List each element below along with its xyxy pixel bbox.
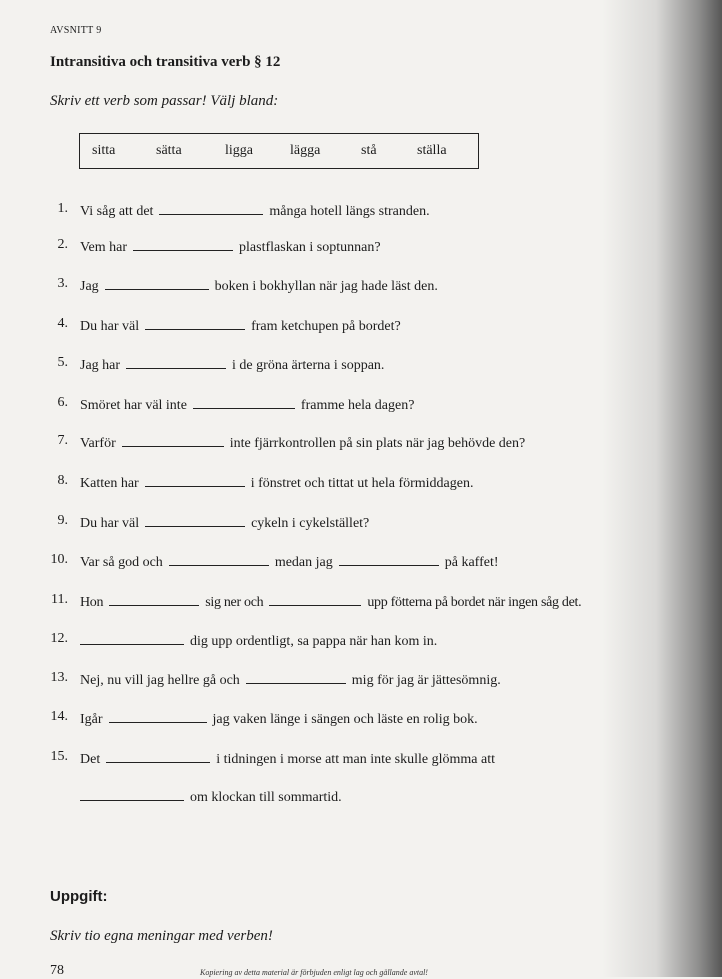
sentence-part: boken i bokhyllan när jag hade läst den.	[214, 279, 438, 294]
exercise-number: 1.	[57, 201, 68, 216]
sentence-part: Katten har	[80, 476, 139, 491]
sentence-part: Du har väl	[80, 319, 140, 334]
exercise-number: 15.	[50, 749, 68, 764]
sentence-part: på kaffet!	[444, 555, 499, 570]
answer-blank[interactable]	[145, 316, 245, 330]
exercise-number: 14.	[50, 709, 68, 724]
answer-blank[interactable]	[246, 670, 346, 684]
sentence-part: Nej, nu vill jag hellre gå och	[80, 673, 240, 688]
exercise-sentence	[74, 631, 437, 650]
sentence-part: i de gröna ärterna i soppan.	[232, 358, 385, 373]
sentence-part: Vi såg att det	[80, 204, 154, 219]
sentence-part: Hon	[80, 595, 104, 610]
sentence-part: om klockan till sommartid.	[190, 790, 342, 805]
exercise-sentence	[80, 473, 473, 492]
task-label: Uppgift:	[50, 888, 108, 905]
sentence-part: mig för jag är jättesömnig.	[351, 673, 501, 688]
sentence-part: cykeln i cykelstället?	[251, 516, 370, 531]
exercise-number: 3.	[57, 276, 68, 291]
answer-blank[interactable]	[109, 592, 199, 606]
instruction-text: Skriv ett verb som passar! Välj bland:	[50, 93, 279, 109]
sentence-part: Igår	[80, 712, 103, 727]
exercise-sentence	[80, 355, 384, 374]
answer-blank[interactable]	[145, 513, 245, 527]
sentence-part: medan jag	[274, 555, 333, 570]
exercise-sentence	[80, 670, 501, 689]
word-choice: ställa	[417, 143, 447, 158]
exercise-number: 13.	[50, 670, 68, 685]
sentence-part: Jag	[80, 279, 99, 294]
exercise-number: 5.	[57, 355, 68, 370]
exercise-sentence	[80, 201, 430, 220]
exercise-sentence	[80, 749, 495, 768]
page-number: 78	[50, 963, 64, 978]
exercise-number: 12.	[50, 631, 68, 646]
exercise-number: 7.	[57, 433, 68, 448]
exercise-sentence	[80, 395, 414, 414]
exercise-number: 4.	[57, 316, 68, 331]
sentence-part: Det	[80, 752, 101, 767]
exercise-number: 11.	[51, 592, 68, 607]
sentence-part: upp fötterna på bordet när ingen såg det.	[367, 595, 582, 610]
sentence-part: inte fjärrkontrollen på sin plats när jag behövde den?	[229, 436, 526, 451]
exercise-sentence	[80, 316, 401, 335]
answer-blank[interactable]	[169, 552, 269, 566]
sentence-part: många hotell längs stranden.	[269, 204, 430, 219]
word-choice: sätta	[156, 143, 182, 158]
sentence-part: dig upp ordentligt, sa pappa när han kom in.	[190, 634, 438, 649]
answer-blank[interactable]	[106, 749, 210, 763]
sentence-part: fram ketchupen på bordet?	[251, 319, 401, 334]
exercise-sentence	[80, 709, 478, 728]
word-choice: ligga	[225, 143, 253, 158]
word-choice-box	[79, 133, 479, 169]
exercise-sentence	[80, 276, 438, 295]
sentence-part: i fönstret och tittat ut hela förmiddagen.	[250, 476, 474, 491]
exercise-number: 6.	[57, 395, 68, 410]
answer-blank[interactable]	[145, 473, 245, 487]
sentence-part: Smöret har väl inte	[80, 398, 187, 413]
answer-blank[interactable]	[80, 787, 184, 801]
sentence-part: jag vaken länge i sängen och läste en rolig bok.	[212, 712, 478, 727]
sentence-part: Vem har	[80, 240, 128, 255]
sentence-part: Varför	[80, 436, 116, 451]
answer-blank[interactable]	[126, 355, 226, 369]
exercise-sentence	[80, 592, 581, 611]
answer-blank[interactable]	[122, 433, 224, 447]
page-binding-shadow	[602, 0, 722, 977]
copyright-footer: Kopiering av detta material är förbjuden enligt lag och gällande avtal!	[200, 968, 428, 977]
sentence-part: sig ner och	[205, 595, 264, 610]
exercise-sentence	[74, 787, 342, 806]
sentence-part: Var så god och	[80, 555, 163, 570]
exercise-number: 9.	[57, 513, 68, 528]
answer-blank[interactable]	[105, 276, 209, 290]
answer-blank[interactable]	[159, 201, 263, 215]
sentence-part: plastflaskan i soptunnan?	[239, 240, 381, 255]
sentence-part: Jag har	[80, 358, 121, 373]
task-text: Skriv tio egna meningar med verben!	[50, 928, 273, 944]
word-choice: stå	[361, 143, 377, 158]
sentence-part: framme hela dagen?	[300, 398, 415, 413]
answer-blank[interactable]	[193, 395, 295, 409]
answer-blank[interactable]	[339, 552, 439, 566]
exercise-sentence	[80, 237, 381, 256]
sentence-part: Du har väl	[80, 516, 140, 531]
answer-blank[interactable]	[133, 237, 233, 251]
word-choice: lägga	[290, 143, 321, 158]
answer-blank[interactable]	[80, 631, 184, 645]
exercise-sentence	[80, 513, 369, 532]
page-heading: Intransitiva och transitiva verb § 12	[50, 54, 281, 70]
exercise-number: 10.	[50, 552, 68, 567]
exercise-sentence	[80, 552, 499, 571]
sentence-part: i tidningen i morse att man inte skulle glömma att	[216, 752, 496, 767]
exercise-sentence	[80, 433, 525, 452]
exercise-number: 8.	[57, 473, 68, 488]
section-label: AVSNITT 9	[50, 25, 102, 36]
answer-blank[interactable]	[269, 592, 361, 606]
word-choice: sitta	[92, 143, 116, 158]
exercise-number: 2.	[57, 237, 68, 252]
answer-blank[interactable]	[109, 709, 207, 723]
